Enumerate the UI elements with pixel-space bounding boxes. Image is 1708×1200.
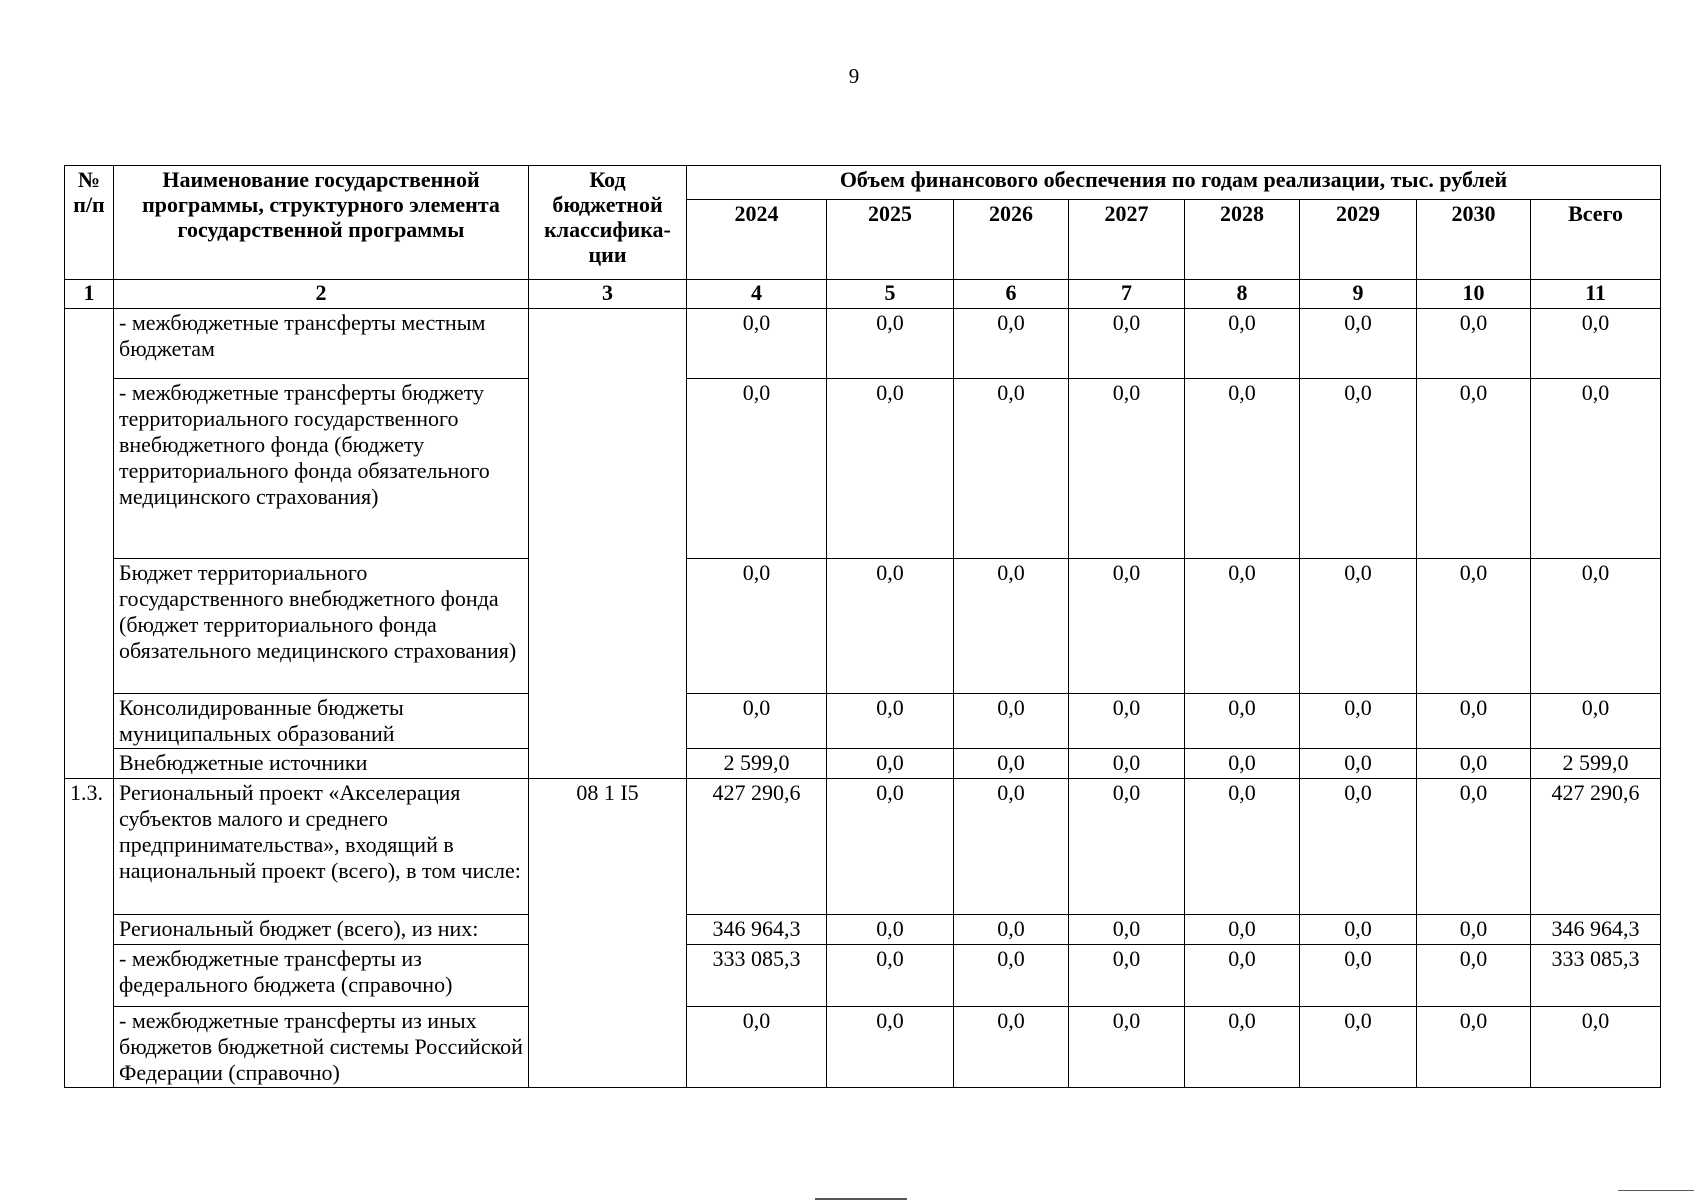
row-number xyxy=(65,309,114,779)
value-cell: 0,0 xyxy=(1531,559,1661,694)
value-cell: 0,0 xyxy=(827,749,954,779)
value-cell: 346 964,3 xyxy=(687,915,827,945)
column-number: 9 xyxy=(1300,280,1417,309)
value-cell: 0,0 xyxy=(1069,309,1185,379)
value-cell: 0,0 xyxy=(1185,379,1300,559)
column-number: 8 xyxy=(1185,280,1300,309)
column-number: 5 xyxy=(827,280,954,309)
value-cell: 0,0 xyxy=(1417,945,1531,1007)
value-cell: 0,0 xyxy=(687,1007,827,1088)
value-cell: 0,0 xyxy=(954,559,1069,694)
header-code: Код бюджетной классифика-ции xyxy=(529,166,687,280)
table-row xyxy=(65,915,1661,945)
row-name: - межбюджетные трансферты бюджету территориального государственного внебюджетного фонда (бюджету территориального фонда обязательного медицинского страхования) xyxy=(114,379,529,559)
column-number: 11 xyxy=(1531,280,1661,309)
row-name: Бюджет территориального государственного внебюджетного фонда (бюджет территориального фонда обязательного медицинского страхования) xyxy=(114,559,529,694)
value-cell: 0,0 xyxy=(827,1007,954,1088)
value-cell: 0,0 xyxy=(1417,915,1531,945)
value-cell: 346 964,3 xyxy=(1531,915,1661,945)
header-name: Наименование государственной программы, структурного элемента государственной программы xyxy=(114,166,529,280)
value-cell: 0,0 xyxy=(1185,945,1300,1007)
row-code: 08 1 I5 xyxy=(529,779,687,1088)
value-cell: 0,0 xyxy=(1185,309,1300,379)
column-number: 1 xyxy=(65,280,114,309)
value-cell: 427 290,6 xyxy=(687,779,827,915)
value-cell: 0,0 xyxy=(827,559,954,694)
value-cell: 0,0 xyxy=(954,309,1069,379)
value-cell: 0,0 xyxy=(687,309,827,379)
value-cell: 0,0 xyxy=(1417,309,1531,379)
column-number: 7 xyxy=(1069,280,1185,309)
table-row xyxy=(65,694,1661,749)
table-row xyxy=(65,779,1661,915)
value-cell: 0,0 xyxy=(827,309,954,379)
value-cell: 0,0 xyxy=(1300,379,1417,559)
value-cell: 0,0 xyxy=(1300,694,1417,749)
value-cell: 0,0 xyxy=(1531,1007,1661,1088)
value-cell: 0,0 xyxy=(954,749,1069,779)
value-cell: 0,0 xyxy=(1185,694,1300,749)
header-year: 2030 xyxy=(1417,200,1531,280)
value-cell: 0,0 xyxy=(1531,694,1661,749)
value-cell: 0,0 xyxy=(1300,1007,1417,1088)
row-number: 1.3. xyxy=(65,779,114,1088)
value-cell: 0,0 xyxy=(1185,559,1300,694)
value-cell: 427 290,6 xyxy=(1531,779,1661,915)
value-cell: 0,0 xyxy=(1417,779,1531,915)
column-number: 2 xyxy=(114,280,529,309)
value-cell: 0,0 xyxy=(827,779,954,915)
table-row xyxy=(65,559,1661,694)
row-name: Внебюджетные источники xyxy=(114,749,529,779)
value-cell: 0,0 xyxy=(1300,915,1417,945)
value-cell: 0,0 xyxy=(1185,1007,1300,1088)
value-cell: 0,0 xyxy=(1300,309,1417,379)
column-number: 6 xyxy=(954,280,1069,309)
row-name: Региональный проект «Акселерация субъектов малого и среднего предпринимательства», входящий в национальный проект (всего), в том числе: xyxy=(114,779,529,915)
value-cell: 0,0 xyxy=(1531,309,1661,379)
value-cell: 0,0 xyxy=(954,1007,1069,1088)
value-cell: 2 599,0 xyxy=(687,749,827,779)
header-total: Всего xyxy=(1531,200,1661,280)
page-number: 9 xyxy=(848,64,860,88)
table-row xyxy=(65,379,1661,559)
column-number: 3 xyxy=(529,280,687,309)
value-cell: 0,0 xyxy=(687,694,827,749)
value-cell: 0,0 xyxy=(1069,779,1185,915)
value-cell: 0,0 xyxy=(1417,1007,1531,1088)
value-cell: 0,0 xyxy=(1300,559,1417,694)
table-row xyxy=(65,945,1661,1007)
value-cell: 0,0 xyxy=(827,945,954,1007)
row-name: - межбюджетные трансферты из федерального бюджета (справочно) xyxy=(114,945,529,1007)
value-cell: 0,0 xyxy=(827,379,954,559)
value-cell: 0,0 xyxy=(1069,1007,1185,1088)
value-cell: 0,0 xyxy=(1185,779,1300,915)
table-row xyxy=(65,309,1661,379)
value-cell: 0,0 xyxy=(687,379,827,559)
table-row xyxy=(65,749,1661,779)
value-cell: 0,0 xyxy=(1417,379,1531,559)
value-cell: 0,0 xyxy=(1185,749,1300,779)
value-cell: 0,0 xyxy=(1531,379,1661,559)
value-cell: 0,0 xyxy=(1069,749,1185,779)
value-cell: 0,0 xyxy=(1300,749,1417,779)
value-cell: 0,0 xyxy=(954,945,1069,1007)
column-numbers-row xyxy=(65,280,1661,309)
value-cell: 0,0 xyxy=(827,915,954,945)
value-cell: 0,0 xyxy=(1069,915,1185,945)
value-cell: 2 599,0 xyxy=(1531,749,1661,779)
value-cell: 0,0 xyxy=(1069,379,1185,559)
row-name: Региональный бюджет (всего), из них: xyxy=(114,915,529,945)
header-year: 2024 xyxy=(687,200,827,280)
value-cell: 0,0 xyxy=(954,694,1069,749)
value-cell: 0,0 xyxy=(1417,694,1531,749)
row-name: Консолидированные бюджеты муниципальных образований xyxy=(114,694,529,749)
value-cell: 0,0 xyxy=(1417,749,1531,779)
header-number: № п/п xyxy=(65,166,114,280)
value-cell: 0,0 xyxy=(954,779,1069,915)
header-volume: Объем финансового обеспечения по годам реализации, тыс. рублей xyxy=(687,166,1661,200)
header-year: 2026 xyxy=(954,200,1069,280)
column-number: 10 xyxy=(1417,280,1531,309)
value-cell: 0,0 xyxy=(954,915,1069,945)
table-row xyxy=(65,1007,1661,1088)
scan-mark xyxy=(1618,1190,1694,1191)
value-cell: 0,0 xyxy=(1069,559,1185,694)
column-number: 4 xyxy=(687,280,827,309)
value-cell: 0,0 xyxy=(1069,694,1185,749)
value-cell: 0,0 xyxy=(1300,779,1417,915)
value-cell: 333 085,3 xyxy=(1531,945,1661,1007)
financing-table xyxy=(64,165,1661,1088)
value-cell: 0,0 xyxy=(1069,945,1185,1007)
value-cell: 333 085,3 xyxy=(687,945,827,1007)
header-year: 2027 xyxy=(1069,200,1185,280)
value-cell: 0,0 xyxy=(1300,945,1417,1007)
header-year: 2025 xyxy=(827,200,954,280)
value-cell: 0,0 xyxy=(1417,559,1531,694)
row-name: - межбюджетные трансферты местным бюджетам xyxy=(114,309,529,379)
value-cell: 0,0 xyxy=(954,379,1069,559)
row-code xyxy=(529,309,687,779)
row-name: - межбюджетные трансферты из иных бюджетов бюджетной системы Российской Федерации (справочно) xyxy=(114,1007,529,1088)
value-cell: 0,0 xyxy=(827,694,954,749)
value-cell: 0,0 xyxy=(687,559,827,694)
header-year: 2028 xyxy=(1185,200,1300,280)
value-cell: 0,0 xyxy=(1185,915,1300,945)
header-year: 2029 xyxy=(1300,200,1417,280)
